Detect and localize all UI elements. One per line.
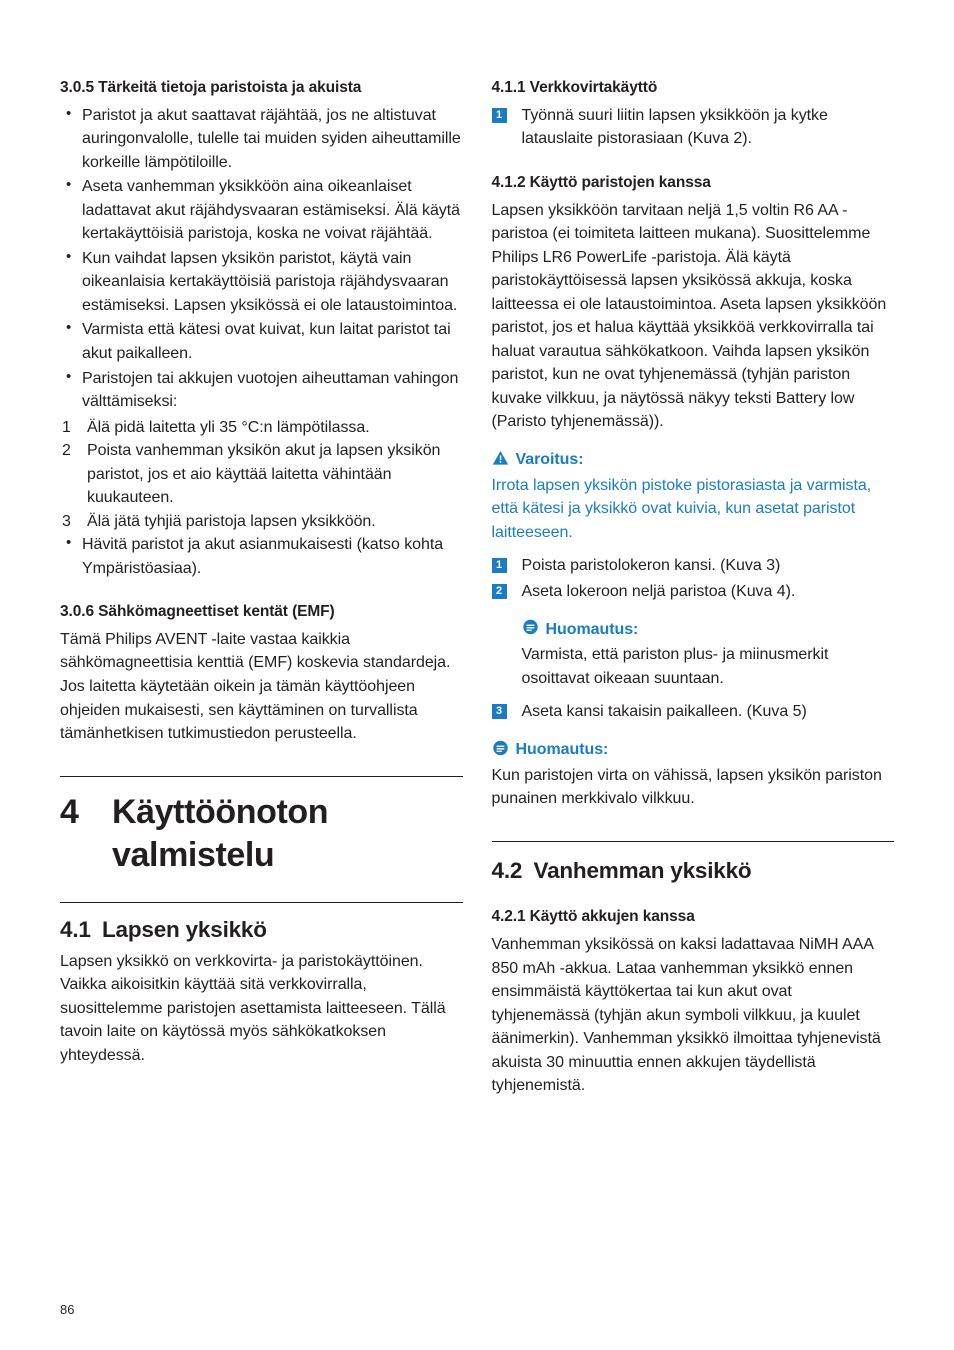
- note-label: Huomautus:: [545, 620, 639, 638]
- warning-header: [492, 450, 895, 471]
- note-icon: [492, 740, 509, 761]
- list-item: • Kun vaihdat lapsen yksikön paristot, käytä vain oikeanlaisia kertakäyttöisiä paristoja räjähdysvaaran estämiseksi. Lapsen yksikössä ei ole lataustoimintoa.: [60, 247, 463, 318]
- list-text: Poista paristolokeron kansi. (Kuva 3): [521, 557, 781, 575]
- section-title: Vanhemman yksikkö: [533, 858, 752, 883]
- heading-4-2-1: 4.2.1 Käyttö akkujen kanssa: [491, 908, 695, 926]
- section-divider-4-1: [60, 902, 463, 903]
- list-item: • Aseta vanhemman yksikköön aina oikeanlaiset ladattavat akut räjähdysvaaran estämiseksi. Älä käytä kertakäyttöisiä paristoja, koska ne voivat räjähtää.: [60, 175, 463, 246]
- two-column-layout: [60, 78, 894, 1098]
- section-number: 4.1: [60, 916, 91, 942]
- baby-unit-paragraph: Lapsen yksikkö on verkkovirta- ja paristokäyttöinen. Vaikka aikoisitkin käyttää sitä verkkovirralla, suosittelemme paristojen asettamista laitteeseen. Tällä tavoin laite on käytössä myös sähkökatkoksen yhteydessä.: [60, 952, 446, 1064]
- heading-4-1-1: 4.1.1 Verkkovirtakäyttö: [491, 79, 658, 96]
- step-number-badge: 1: [492, 558, 507, 573]
- heading-4-1-2: 4.1.2 Käyttö paristojen kanssa: [491, 173, 711, 191]
- chapter-number: 4: [60, 792, 79, 831]
- list-item: • Paristot ja akut saattavat räjähtää, jos ne altistuvat auringonvalolle, tulelle tai muiden syiden aiheuttamille korkeille lämpötiloille.: [60, 104, 463, 175]
- battery-safety-bullet-list: [60, 104, 463, 414]
- warning-text: Irrota lapsen yksikön pistoke pistorasiasta ja varmista, että kätesi ja yksikkö ovat kuivia, kun asetat paristot laitteeseen.: [491, 476, 872, 541]
- section-divider-4-2: [492, 841, 895, 842]
- heading-3-0-6: 3.0.6 Sähkömagneettiset kentät (EMF): [60, 603, 335, 621]
- chapter-divider: [60, 776, 463, 777]
- list-text: Aseta kansi takaisin paikalleen. (Kuva 5): [521, 703, 807, 721]
- list-item: [492, 580, 895, 604]
- step-number-badge: 2: [492, 584, 507, 599]
- list-item: [492, 700, 895, 724]
- right-column: [492, 78, 895, 1098]
- list-item: [60, 416, 463, 440]
- step-number-badge: 3: [492, 704, 507, 719]
- list-item: [492, 104, 895, 151]
- chapter-title-line1: Käyttöönoton: [112, 792, 329, 831]
- list-text: Älä pidä laitetta yli 35 °C:n lämpötilassa.: [87, 418, 370, 436]
- note-block-1: [492, 619, 895, 690]
- list-number: 3: [62, 512, 71, 530]
- note-header-2: [492, 740, 895, 761]
- note-text: Varmista, että pariston plus- ja miinusmerkit osoittavat oikeaan suuntaan.: [521, 646, 829, 687]
- chapter-title: [60, 791, 463, 878]
- step-number-badge: 1: [492, 108, 507, 123]
- warning-triangle-icon: [492, 450, 509, 471]
- battery-operation-paragraph: Lapsen yksikköön tarvitaan neljä 1,5 voltin R6 AA -paristoa (ei toimiteta laitteen mukana). Suosittelemme Philips LR6 PowerLife -paristoja. Älä käytä paristokäyttöisessä lapsen yksikössä akkuja, koska laitteessa ei ole lataustoimintoa. Aseta lapsen yksikköön paristot, jos et halua käyttää yksikköä verkkovirralla tai haluat varautua sähkökatkoon. Vaihda lapsen yksikön paristot, kun ne ovat tyhjenemässä (tyhjän pariston kuvake vilkkuu, ja näytössä näkyy teksti Battery low (Paristo tyhjenemässä)).: [491, 201, 887, 431]
- battery-insert-steps-list: [492, 554, 895, 603]
- warning-label: Varoitus:: [515, 451, 584, 469]
- note-header: [522, 619, 895, 640]
- list-number: 1: [62, 418, 71, 436]
- battery-safety-numbered-list: [60, 416, 463, 534]
- chapter-title-line2: valmistelu: [112, 836, 275, 875]
- list-text: Poista vanhemman yksikön akut ja lapsen yksikön paristot, jos et aio käyttää laitetta vähintään kuukauteen.: [87, 442, 441, 507]
- heading-3-0-5: 3.0.5 Tärkeitä tietoja paristoista ja akuista: [60, 79, 362, 96]
- list-text: Älä jätä tyhjiä paristoja lapsen yksikköön.: [87, 512, 376, 530]
- list-item: [60, 439, 463, 510]
- note-icon: [522, 619, 539, 640]
- list-item: • Paristojen tai akkujen vuotojen aiheuttaman vahingon välttämiseksi:: [60, 367, 463, 414]
- note-text-2: Kun paristojen virta on vähissä, lapsen yksikön pariston punainen merkkivalo vilkkuu.: [491, 766, 882, 808]
- section-number: 4.2: [491, 858, 523, 883]
- list-item: [60, 510, 463, 534]
- battery-disposal-bullet-list: [60, 533, 463, 580]
- list-text: Aseta lokeroon neljä paristoa (Kuva 4).: [521, 582, 796, 600]
- section-title: Lapsen yksikkö: [102, 916, 267, 942]
- note-label: Huomautus:: [515, 741, 609, 759]
- emf-paragraph: Tämä Philips AVENT -laite vastaa kaikkia sähkömagneettisia kenttiä (EMF) koskevia standardeja. Jos laitetta käytetään oikein ja tämän käyttöohjeen ohjeiden mukaisesti, sen käyttäminen on turvallista tämänhetkisen tutkimustiedon perusteella.: [60, 630, 451, 743]
- heading-4-2: [492, 856, 895, 885]
- mains-steps-list: [492, 104, 895, 151]
- parent-unit-battery-paragraph: Vanhemman yksikössä on kaksi ladattavaa NiMH AAA 850 mAh -akkua. Lataa vanhemman yksikkö ennen ensimmäistä käyttökertaa tai kun akut ovat tyhjenemässä (tyhjän akun symboli vilkkuu, ja kuulet äänimerkin). Vanhemman yksikkö ilmoittaa tyhjenevistä akuista 30 minuuttia ennen akkujen täydellistä tyhjenemistä.: [491, 936, 881, 1095]
- list-text: Työnnä suuri liitin lapsen yksikköön ja kytke latauslaite pistorasiaan (Kuva 2).: [521, 106, 828, 148]
- list-item: [492, 554, 895, 578]
- list-item: • Varmista että kätesi ovat kuivat, kun laitat paristot tai akut paikalleen.: [60, 318, 463, 365]
- list-item: • Hävitä paristot ja akut asianmukaisesti (katso kohta Ympäristöasiaa).: [60, 533, 463, 580]
- page-number: 86: [60, 1302, 75, 1317]
- heading-4-1: [60, 915, 463, 944]
- left-column: [60, 78, 463, 1098]
- battery-cover-steps-list: [492, 700, 895, 724]
- list-number: 2: [62, 442, 71, 460]
